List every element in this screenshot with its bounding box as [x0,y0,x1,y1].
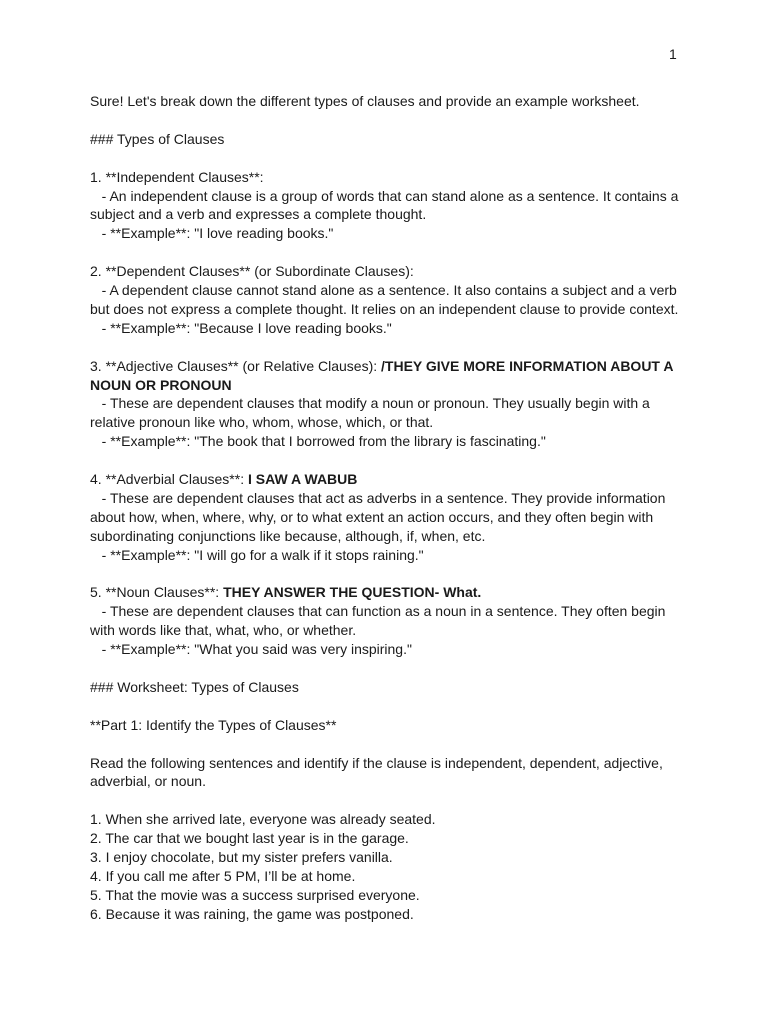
clause-description: - An independent clause is a group of words that can stand alone as a sentence. It contains a [90,187,679,204]
clause-description: - These are dependent clauses that modify a noun or pronoun. They usually begin with a [90,395,650,412]
worksheet-sentence: 3. I enjoy chocolate, but my sister prefers vanilla. [90,849,393,866]
clause-title-line [90,470,690,489]
clause-description: relative pronoun like who, whom, whose, which, or that. [90,414,434,431]
clause-highlight: NOUN OR PRONOUN [90,376,232,393]
clause-title: 4. **Adverbial Clauses**: [90,471,248,488]
clause-example: - **Example**: "I will go for a walk if it stops raining." [90,546,424,563]
page-number: 1 [669,46,677,62]
clause-description: subordinating conjunctions like because, although, if, when, etc. [90,527,486,544]
clause-example: - **Example**: "The book that I borrowed from the library is fascinating." [90,433,546,450]
intro-text: Sure! Let's break down the different types of clauses and provide an example worksheet. [90,93,640,109]
clause-title-line [90,583,690,602]
instructions-text: Read the following sentences and identify if the clause is independent, dependent, adjective, [90,754,663,771]
clause-description: - A dependent clause cannot stand alone as a sentence. It also contains a subject and a verb [90,282,677,299]
clause-description: - These are dependent clauses that can function as a noun in a sentence. They often begin [90,603,666,620]
clause-highlight: I SAW A WABUB [247,471,358,488]
clause-title: 3. **Adjective Clauses** (or Relative Clauses): [90,357,382,374]
worksheet-sentence: 2. The car that we bought last year is in the garage. [90,830,409,847]
worksheet-sentence: 5. That the movie was a success surprised everyone. [90,886,420,903]
clause-example: - **Example**: "I love reading books." [90,225,334,242]
clause-title: 2. **Dependent Clauses** (or Subordinate Clauses): [90,263,414,280]
part1-heading: **Part 1: Identify the Types of Clauses** [90,716,337,733]
clause-highlight: THEY ANSWER THE QUESTION- What. [223,584,482,601]
clause-highlight: /THEY GIVE MORE INFORMATION ABOUT A [381,357,674,374]
clause-title: 1. **Independent Clauses**: [90,168,264,185]
worksheet-heading: ### Worksheet: Types of Clauses [90,678,299,695]
clause-title: 5. **Noun Clauses**: [90,584,224,601]
clause-title-line [90,357,690,376]
clause-example: - **Example**: "What you said was very inspiring." [90,641,412,658]
worksheet-sentence: 1. When she arrived late, everyone was already seated. [90,811,436,828]
clause-description: subject and a verb and expresses a complete thought. [90,206,427,223]
clause-example: - **Example**: "Because I love reading books." [90,319,392,336]
document-body [90,92,690,924]
clause-description: but does not express a complete thought. It relies on an independent clause to provide context. [90,300,679,317]
instructions-text: adverbial, or noun. [90,773,206,790]
worksheet-sentence: 6. Because it was raining, the game was postponed. [90,905,414,922]
clause-description: - These are dependent clauses that act as adverbs in a sentence. They provide information [90,489,666,506]
clause-description: with words like that, what, who, or whether. [90,622,357,639]
clause-description: about how, when, where, why, or to what extent an action occurs, and they often begin with [90,508,654,525]
worksheet-sentence: 4. If you call me after 5 PM, I’ll be at home. [90,868,356,884]
section-heading: ### Types of Clauses [90,130,225,147]
